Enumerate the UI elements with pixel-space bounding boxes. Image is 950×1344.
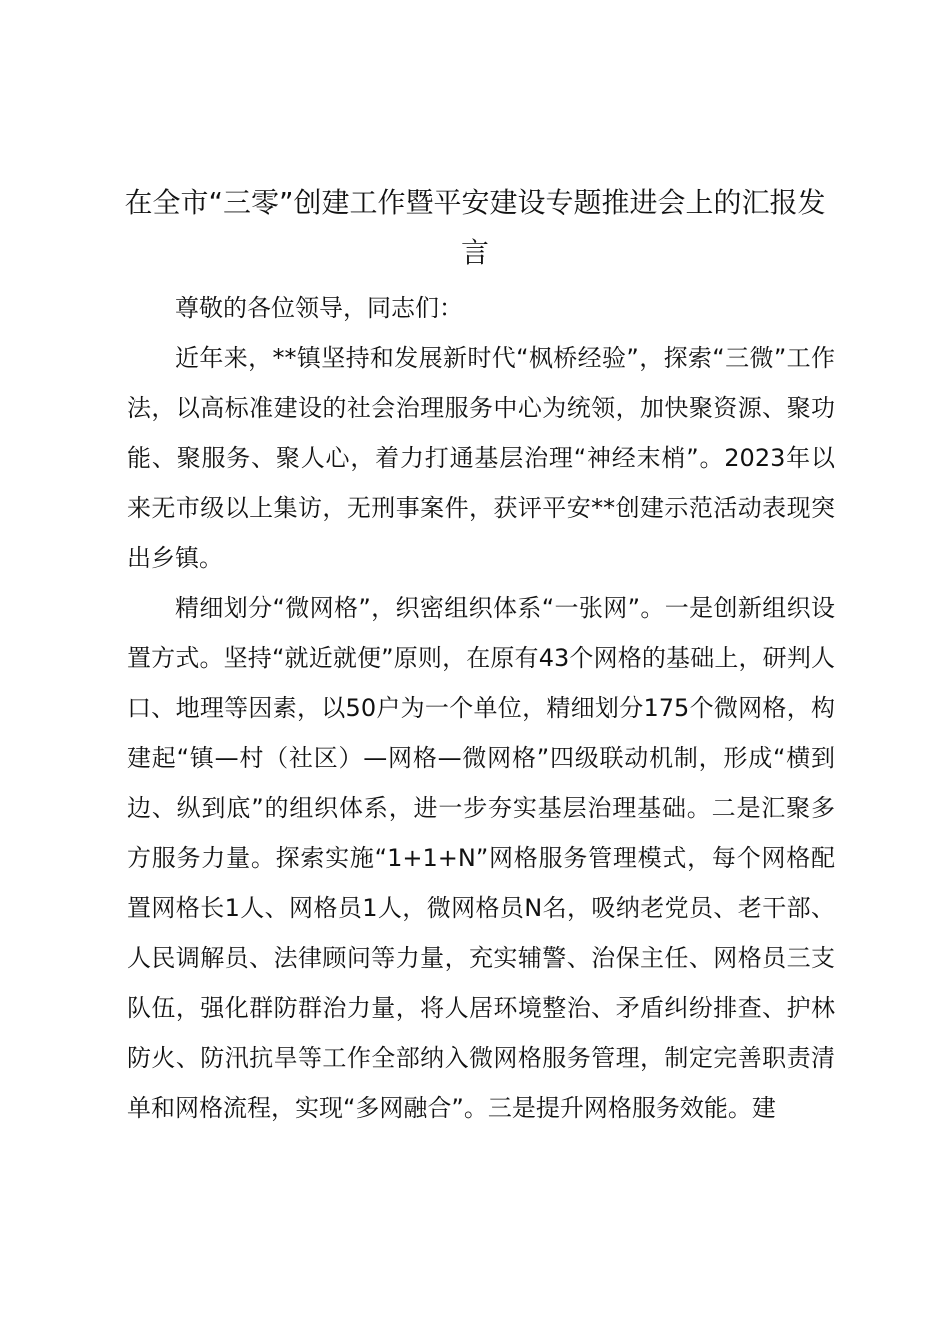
document-title: 在全市“三零”创建工作暨平安建设专题推进会上的汇报发言	[124, 186, 826, 269]
greeting-line: 尊敬的各位领导，同志们：	[175, 294, 463, 322]
paragraph-micro-grid: 精细划分“微网格”，织密组织体系“一张网”。一是创新组织设置方式。坚持“就近就便”原则，在原有43个网格的基础上，研判人口、地理等因素，以50户为一个单位，精细划分175个微网格，构建起“镇—村（社区）—网格—微网格”四级联动机制，形成“横到边、纵到底”的组织体系，进一步夯实基层治理基础。二是汇聚多方服务力量。探索实施“1+1+N”网格服务管理模式，每个网格配置网格长1人、网格员1人，微网格员N名，吸纳老党员、老干部、人民调解员、法律顾问等力量，充实辅警、治保主任、网格员三支队伍，强化群防群治力量，将人居环境整治、矛盾纠纷排查、护林防火、防汛抗旱等工作全部纳入微网格服务管理，制定完善职责清单和网格流程，实现“多网融合”。三是提升网格服务效能。建	[127, 594, 835, 1122]
paragraph-intro: 近年来，**镇坚持和发展新时代“枫桥经验”，探索“三微”工作法，以高标准建设的社会治理服务中心为统领，加快聚资源、聚功能、聚服务、聚人心，着力打通基层治理“神经末梢”。2023年以来无市级以上集访，无刑事案件，获评平安**创建示范活动表现突出乡镇。	[127, 344, 835, 572]
document-body	[127, 283, 835, 1133]
